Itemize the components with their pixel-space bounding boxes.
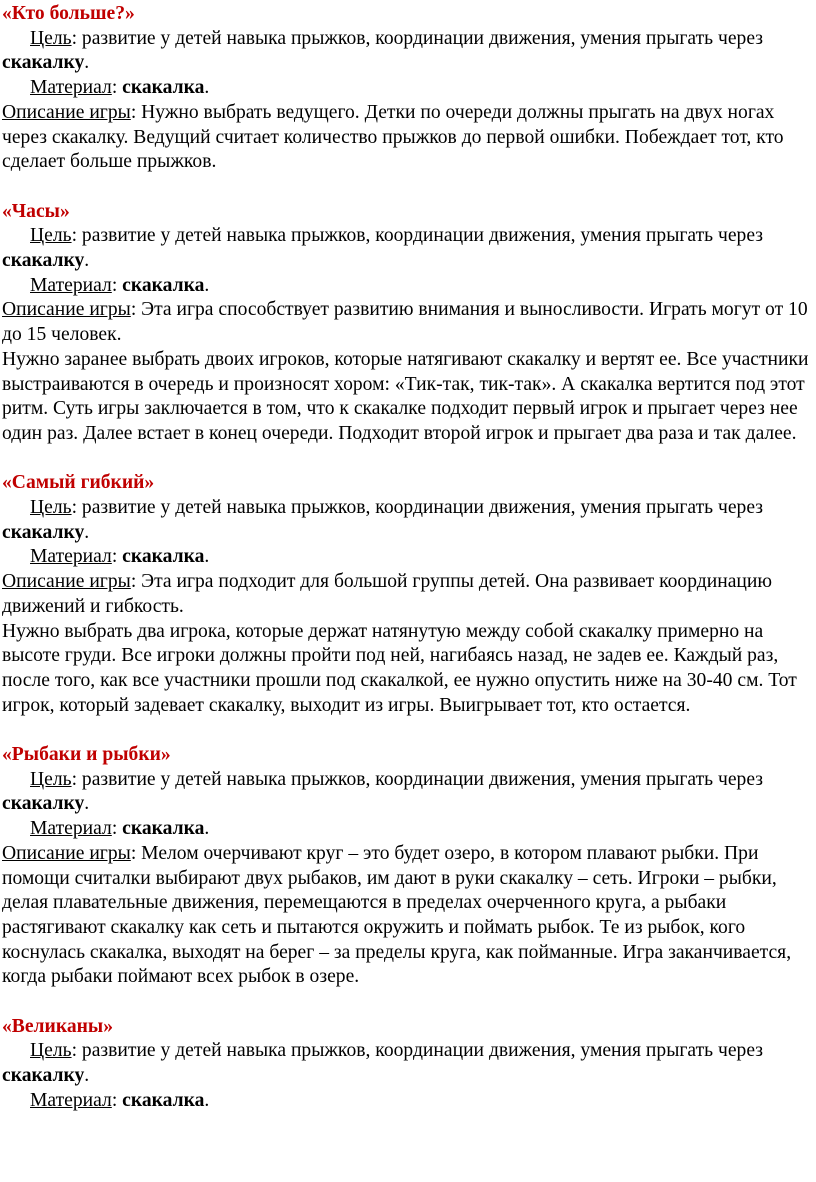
material-value: скакалка bbox=[122, 546, 205, 568]
game-block-samyi-gibkii bbox=[2, 471, 814, 718]
material-line: Материал: скакалка. bbox=[30, 1089, 210, 1111]
material-value: скакалка bbox=[122, 1089, 205, 1111]
description-text: : Нужно выбрать ведущего. Детки по очереди должны прыгать на двух ногах через скакалку. Ведущий считает количество прыжков до первой ошибки. Побеждает тот, кто сделает больше прыжков. bbox=[2, 101, 784, 173]
material-line: Материал: скакалка. bbox=[30, 546, 210, 568]
goal-text: : развитие у детей навыка прыжков, координации движения, умения прыгать через bbox=[71, 497, 764, 519]
goal-line: Цель: развитие у детей навыка прыжков, координации движения, умения прыгать через скакалку. bbox=[2, 768, 764, 815]
description-label: Описание игры bbox=[2, 299, 131, 321]
goal-text: : развитие у детей навыка прыжков, координации движения, умения прыгать через bbox=[71, 27, 764, 49]
goal-label: Цель bbox=[30, 497, 72, 519]
rules-text: Нужно заранее выбрать двоих игроков, которые натягивают скакалку и вертят ее. Все участники выстраиваются в очередь и произносят хором: «Тик-так, тик-так». А скакалка вертится под этот ритм. Суть игры заключается в том, что к скакалке подходит первый игрок и прыгает через нее один раз. Далее встает в конец очереди. Подходит второй игрок и прыгает два раза и так далее. bbox=[2, 348, 809, 444]
description-text: : Эта игра способствует развитию внимания и выносливости. Играть могут от 10 до 15 человек. bbox=[2, 299, 808, 346]
goal-line: Цель: развитие у детей навыка прыжков, координации движения, умения прыгать через скакалку. bbox=[2, 497, 764, 543]
goal-text: : развитие у детей навыка прыжков, координации движения, умения прыгать через bbox=[71, 1040, 764, 1062]
goal-bold: скакалку bbox=[2, 793, 85, 815]
description-line bbox=[2, 842, 814, 990]
game-block-chasy bbox=[2, 200, 814, 447]
material-line: Материал: скакалка. bbox=[30, 274, 210, 296]
goal-bold: скакалку bbox=[2, 52, 85, 74]
material-label: Материал bbox=[30, 274, 112, 296]
material-value: скакалка bbox=[122, 818, 205, 840]
game-block-kto-bolshe bbox=[2, 2, 814, 175]
material-label: Материал bbox=[30, 77, 112, 99]
material-label: Материал bbox=[30, 1089, 112, 1111]
material-label: Материал bbox=[30, 818, 112, 840]
game-title: «Самый гибкий» bbox=[2, 472, 155, 494]
description-text: : Эта игра подходит для большой группы детей. Она развивает координацию движений и гибкость. bbox=[2, 571, 772, 617]
description-line bbox=[2, 101, 814, 175]
material-value: скакалка bbox=[122, 77, 205, 99]
goal-bold: скакалку bbox=[2, 250, 85, 272]
goal-text: : развитие у детей навыка прыжков, координации движения, умения прыгать через bbox=[71, 225, 764, 247]
material-value: скакалка bbox=[122, 274, 205, 296]
description-line bbox=[2, 570, 814, 619]
goal-label: Цель bbox=[30, 225, 72, 247]
description-line bbox=[2, 298, 814, 347]
goal-text: : развитие у детей навыка прыжков, координации движения, умения прыгать через bbox=[71, 768, 764, 790]
material-label: Материал bbox=[30, 546, 112, 568]
game-block-velikany bbox=[2, 1015, 814, 1114]
material-line: Материал: скакалка. bbox=[30, 77, 210, 99]
description-label: Описание игры bbox=[2, 571, 131, 593]
goal-label: Цель bbox=[30, 1040, 72, 1062]
game-title: «Часы» bbox=[2, 200, 70, 222]
description-label: Описание игры bbox=[2, 101, 131, 123]
game-title: «Великаны» bbox=[2, 1015, 114, 1037]
rules-text: Нужно выбрать два игрока, которые держат натянутую между собой скакалку примерно на высоте груди. Все игроки должны пройти под ней, нагибаясь назад, не задев ее. Каждый раз, после того, как все участники прошли под скакалкой, ее нужно опустить ниже на 30-40 см. Тот игрок, который задевает скакалку, выходит из игры. Выигрывает тот, кто остается. bbox=[2, 620, 797, 716]
goal-line: Цель: развитие у детей навыка прыжков, координации движения, умения прыгать через скакалку. bbox=[2, 1040, 764, 1087]
goal-bold: скакалку bbox=[2, 1065, 85, 1087]
game-title: «Рыбаки и рыбки» bbox=[2, 744, 171, 766]
goal-bold: скакалку bbox=[2, 521, 85, 543]
goal-label: Цель bbox=[30, 768, 72, 790]
description-text: : Мелом очерчивают круг – это будет озеро, в котором плавают рыбки. При помощи считалки выбирают двух рыбаков, им дают в руки скакалку – сеть. Игроки – рыбки, делая плавательные движения, перемещаются в пределах очерченного круга, а рыбаки растягивают скакалку как сеть и пытаются окружить и поймать рыбок. Те из рыбок, кого коснулась скакалка, выходят на берег – за пределы круга, как пойманные. Игра заканчивается, когда рыбаки поймают всех рыбок в озере. bbox=[2, 842, 792, 988]
goal-line: Цель: развитие у детей навыка прыжков, координации движения, умения прыгать через скакалку. bbox=[2, 225, 764, 272]
goal-label: Цель bbox=[30, 27, 72, 49]
material-line: Материал: скакалка. bbox=[30, 818, 210, 840]
game-title: «Кто больше?» bbox=[2, 3, 135, 24]
description-label: Описание игры bbox=[2, 842, 131, 864]
game-block-rybaki-i-rybki bbox=[2, 743, 814, 990]
goal-line: Цель: развитие у детей навыка прыжков, координации движения, умения прыгать через скакалку. bbox=[2, 27, 764, 74]
